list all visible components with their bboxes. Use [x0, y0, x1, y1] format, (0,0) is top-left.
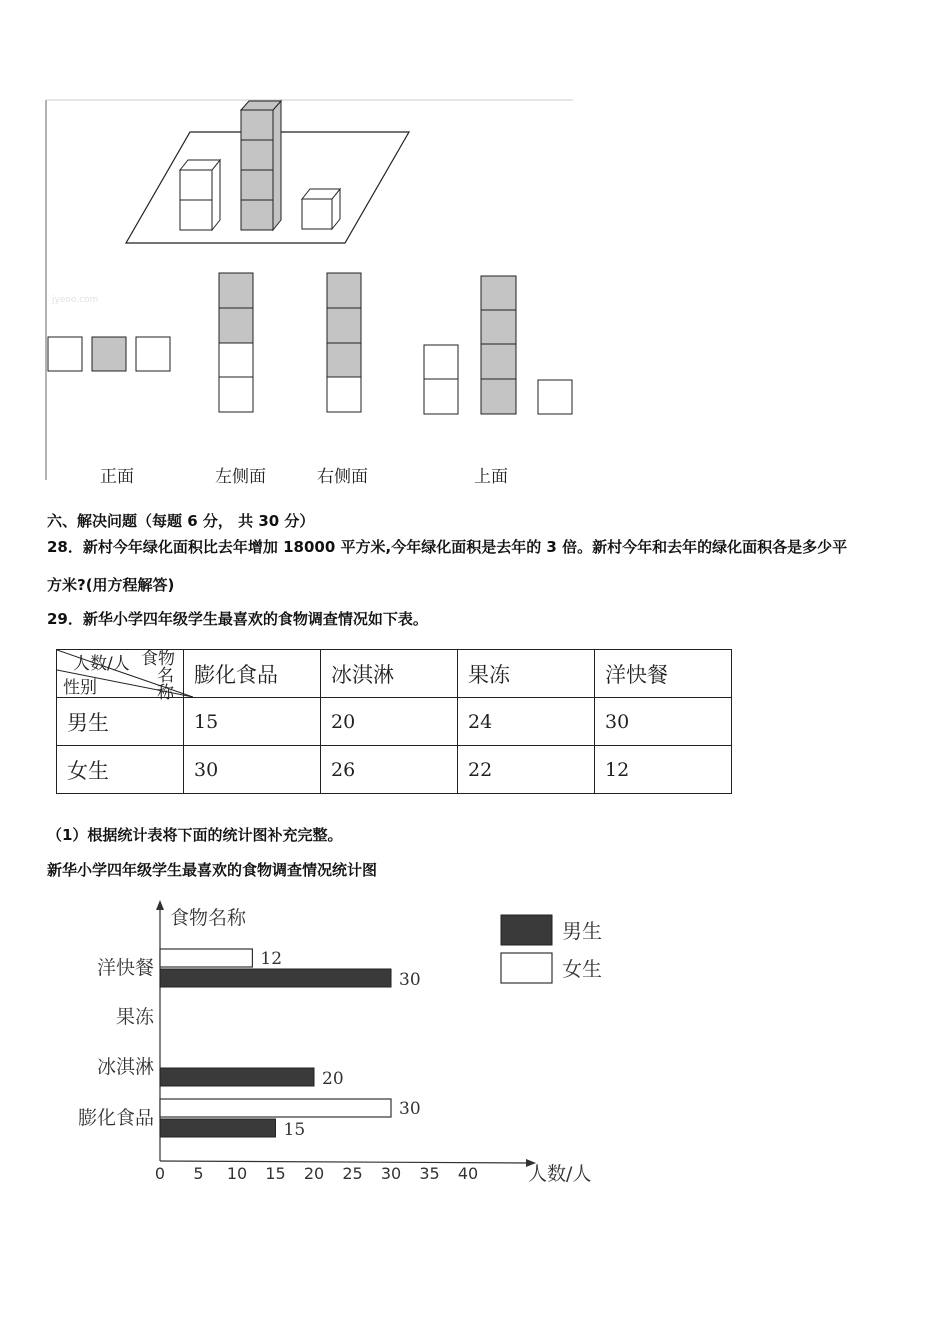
table-header-cell: 果冻 [458, 650, 595, 698]
x-tick-label: 25 [342, 1164, 363, 1183]
x-tick-label: 35 [419, 1164, 440, 1183]
cube-views-figure [0, 0, 950, 500]
table-header-row [57, 650, 732, 698]
table-cell: 22 [458, 746, 595, 794]
header-diag-bottom: 性别 [63, 678, 97, 698]
table-cell: 12 [595, 746, 732, 794]
header-diag-top-right: 名称 [157, 666, 174, 703]
chart-title: 新华小学四年级学生最喜欢的食物调查情况统计图 [47, 861, 378, 879]
right-side-view-squares [327, 273, 361, 412]
q28-line2: 方米?(用方程解答) [47, 576, 175, 594]
row-label: 男生 [57, 698, 184, 746]
table-header-cell: 洋快餐 [595, 650, 732, 698]
left-side-view-label: 左侧面 [215, 467, 266, 487]
y-category-label: 洋快餐 [96, 957, 154, 979]
x-tick-label: 15 [265, 1164, 286, 1183]
bar-girls [160, 1099, 391, 1117]
front-view-squares [48, 337, 170, 371]
bar-label-boys: 15 [283, 1120, 306, 1140]
q29-intro: 29．新华小学四年级学生最喜欢的食物调查情况如下表。 [47, 610, 428, 628]
legend-swatch-boys [501, 915, 552, 945]
table-cell: 15 [184, 698, 321, 746]
table-row [57, 746, 732, 794]
middle-cube-stack [241, 101, 281, 230]
x-tick-label: 5 [193, 1164, 204, 1183]
diagonal-header-cell [57, 649, 184, 703]
x-tick-label: 40 [457, 1164, 479, 1183]
left-cube-stack [180, 160, 220, 230]
q29-sub1: （1）根据统计表将下面的统计图补充完整。 [47, 826, 343, 844]
x-axis-line [160, 1161, 530, 1163]
x-tick-label: 10 [226, 1164, 248, 1183]
table-cell: 30 [595, 698, 732, 746]
y-axis-title: 食物名称 [170, 907, 247, 929]
y-category-label: 冰淇淋 [96, 1056, 154, 1078]
bar-girls [160, 949, 252, 967]
x-tick-label: 20 [303, 1164, 325, 1183]
top-view-squares [424, 276, 572, 414]
table-cell: 20 [321, 698, 458, 746]
y-category-label: 膨化食品 [77, 1107, 154, 1129]
bar-label-boys: 30 [399, 970, 421, 990]
x-axis-title: 人数/人 [528, 1163, 592, 1185]
bar-boys [160, 1119, 276, 1137]
right-cube [302, 189, 340, 229]
legend-label-girls: 女生 [562, 957, 602, 981]
x-tick-label: 30 [380, 1164, 402, 1183]
legend-swatch-girls [501, 953, 552, 983]
header-diag-middle: 人数/人 [73, 654, 130, 674]
table-header-cell: 冰淇淋 [321, 650, 458, 698]
table-header-cell: 膨化食品 [184, 650, 321, 698]
bar-label-boys: 20 [322, 1069, 344, 1089]
bar-label-girls: 12 [260, 949, 283, 969]
table-cell: 26 [321, 746, 458, 794]
food-bar-chart [0, 880, 950, 1200]
section-title: 六、解决问题（每题 6 分， 共 30 分） [47, 512, 315, 530]
q28-line1: 28．新村今年绿化面积比去年增加 18000 平方米,今年绿化面积是去年的 3 倍。新村今年和去年的绿化面积各是多少平 [47, 538, 848, 556]
watermark-text: jyeoo.com [52, 295, 99, 305]
bar-boys [160, 969, 391, 987]
top-view-label: 上面 [474, 467, 508, 487]
table-cell: 24 [458, 698, 595, 746]
bar-boys [160, 1068, 314, 1086]
header-diag-top: 食物 [141, 649, 175, 669]
row-label: 女生 [57, 746, 184, 794]
front-view-label: 正面 [100, 467, 134, 487]
food-survey-table [56, 649, 732, 794]
left-side-view-squares [219, 273, 253, 412]
legend-label-boys: 男生 [562, 919, 602, 943]
table-cell: 30 [184, 746, 321, 794]
table-row [57, 698, 732, 746]
bar-label-girls: 30 [399, 1099, 421, 1119]
right-side-view-label: 右侧面 [317, 467, 368, 487]
x-tick-label: 0 [154, 1164, 166, 1183]
y-axis-arrow [156, 900, 164, 910]
y-category-label: 果冻 [115, 1006, 154, 1028]
